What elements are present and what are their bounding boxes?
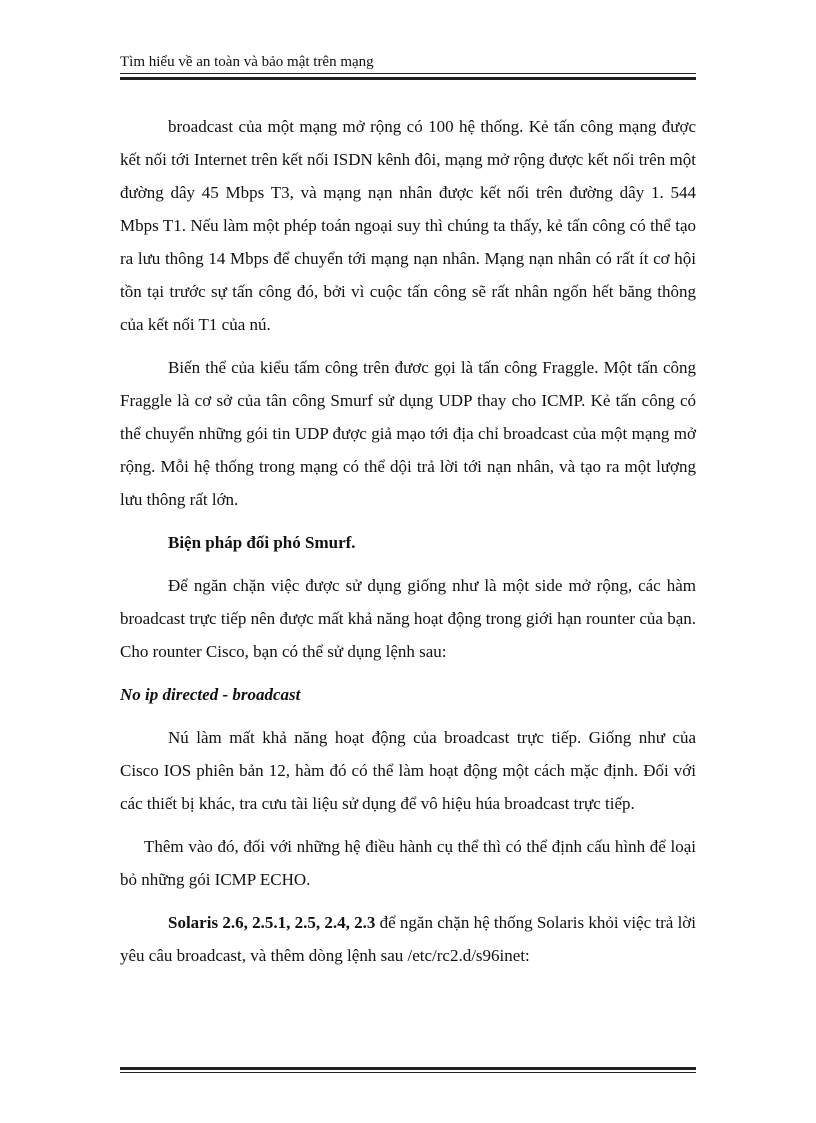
running-header-title: Tìm hiểu về an toàn và bảo mật trên mạng: [120, 54, 374, 70]
paragraph-disable-broadcast: Để ngăn chặn việc được sử dụng giống như là một side mở rộng, các hàm broadcast trực tiếp nên được mất khả năng hoạt động trong giới hạn rounter của bạn. Cho rounter Cisco, bạn có thể sử dụng lệnh sau:: [120, 576, 696, 661]
paragraph-smurf-example: broadcast của một mạng mở rộng có 100 hệ thống. Kẻ tấn công mạng được kết nối tới Internet trên kết nối ISDN kênh đôi, mạng mở rộng được kết nối trên một đường dây 45 Mbps T3, và mạng nạn nhân được kết nối trên đường dây 1. 544 Mbps T1. Nếu làm một phép toán ngoại suy thì chúng ta thấy, kẻ tấn công có thể tạo ra lưu thông 14 Mbps để chuyển tới mạng nạn nhân. Mạng nạn nhân có rất ít cơ hội tồn tại trước sự tấn công đó, bởi vì cuộc tấn công sẽ rất nhân ngốn hết băng thông của kết nối T1 của nú.: [120, 117, 696, 334]
header-rule-thick: [120, 77, 696, 80]
command-line: No ip directed - broadcast: [120, 685, 301, 704]
footer-rule-thin: [120, 1072, 696, 1073]
footer-rule-thick: [120, 1067, 696, 1070]
paragraph-os-config: Thêm vào đó, đối với những hệ điều hành cụ thể thì có thể định cấu hình để loại bỏ những gói ICMP ECHO.: [120, 837, 696, 889]
document-body: [120, 110, 696, 982]
paragraph-fraggle: Biến thể của kiểu tấm công trên đươc gọi là tấn công Fraggle. Một tấn công Fraggle là cơ sở của tân công Smurf sử dụng UDP thay cho ICMP. Kẻ tấn công có thể chuyển những gói tin UDP được giả mạo tới địa chỉ broadcast của một mạng mở rộng. Mỗi hệ thống trong mạng có thể dội trả lời tới nạn nhân, và tạo ra một lượng lưu thông rất lớn.: [120, 358, 696, 509]
solaris-instructions: để ngăn chặn hệ thống Solaris khỏi việc trả lời yêu câu broadcast, và thêm dòng lệnh sau /etc/rc2.d/s96inet:: [120, 913, 697, 965]
paragraph-solaris: [120, 906, 696, 972]
section-heading-countermeasures: Biện pháp đối phó Smurf.: [168, 533, 356, 552]
solaris-versions: Solaris 2.6, 2.5.1, 2.5, 2.4, 2.3: [168, 913, 376, 932]
paragraph-cisco-ios: Nú làm mất khả năng hoạt động của broadcast trực tiếp. Giống như của Cisco IOS phiên bản 12, hàm đó có thể làm hoạt động một cách mặc định. Đối với các thiết bị khác, tra cưu tài liệu sử dụng để vô hiệu húa broadcast trực tiếp.: [120, 728, 696, 813]
header-rule-thin: [120, 73, 696, 74]
